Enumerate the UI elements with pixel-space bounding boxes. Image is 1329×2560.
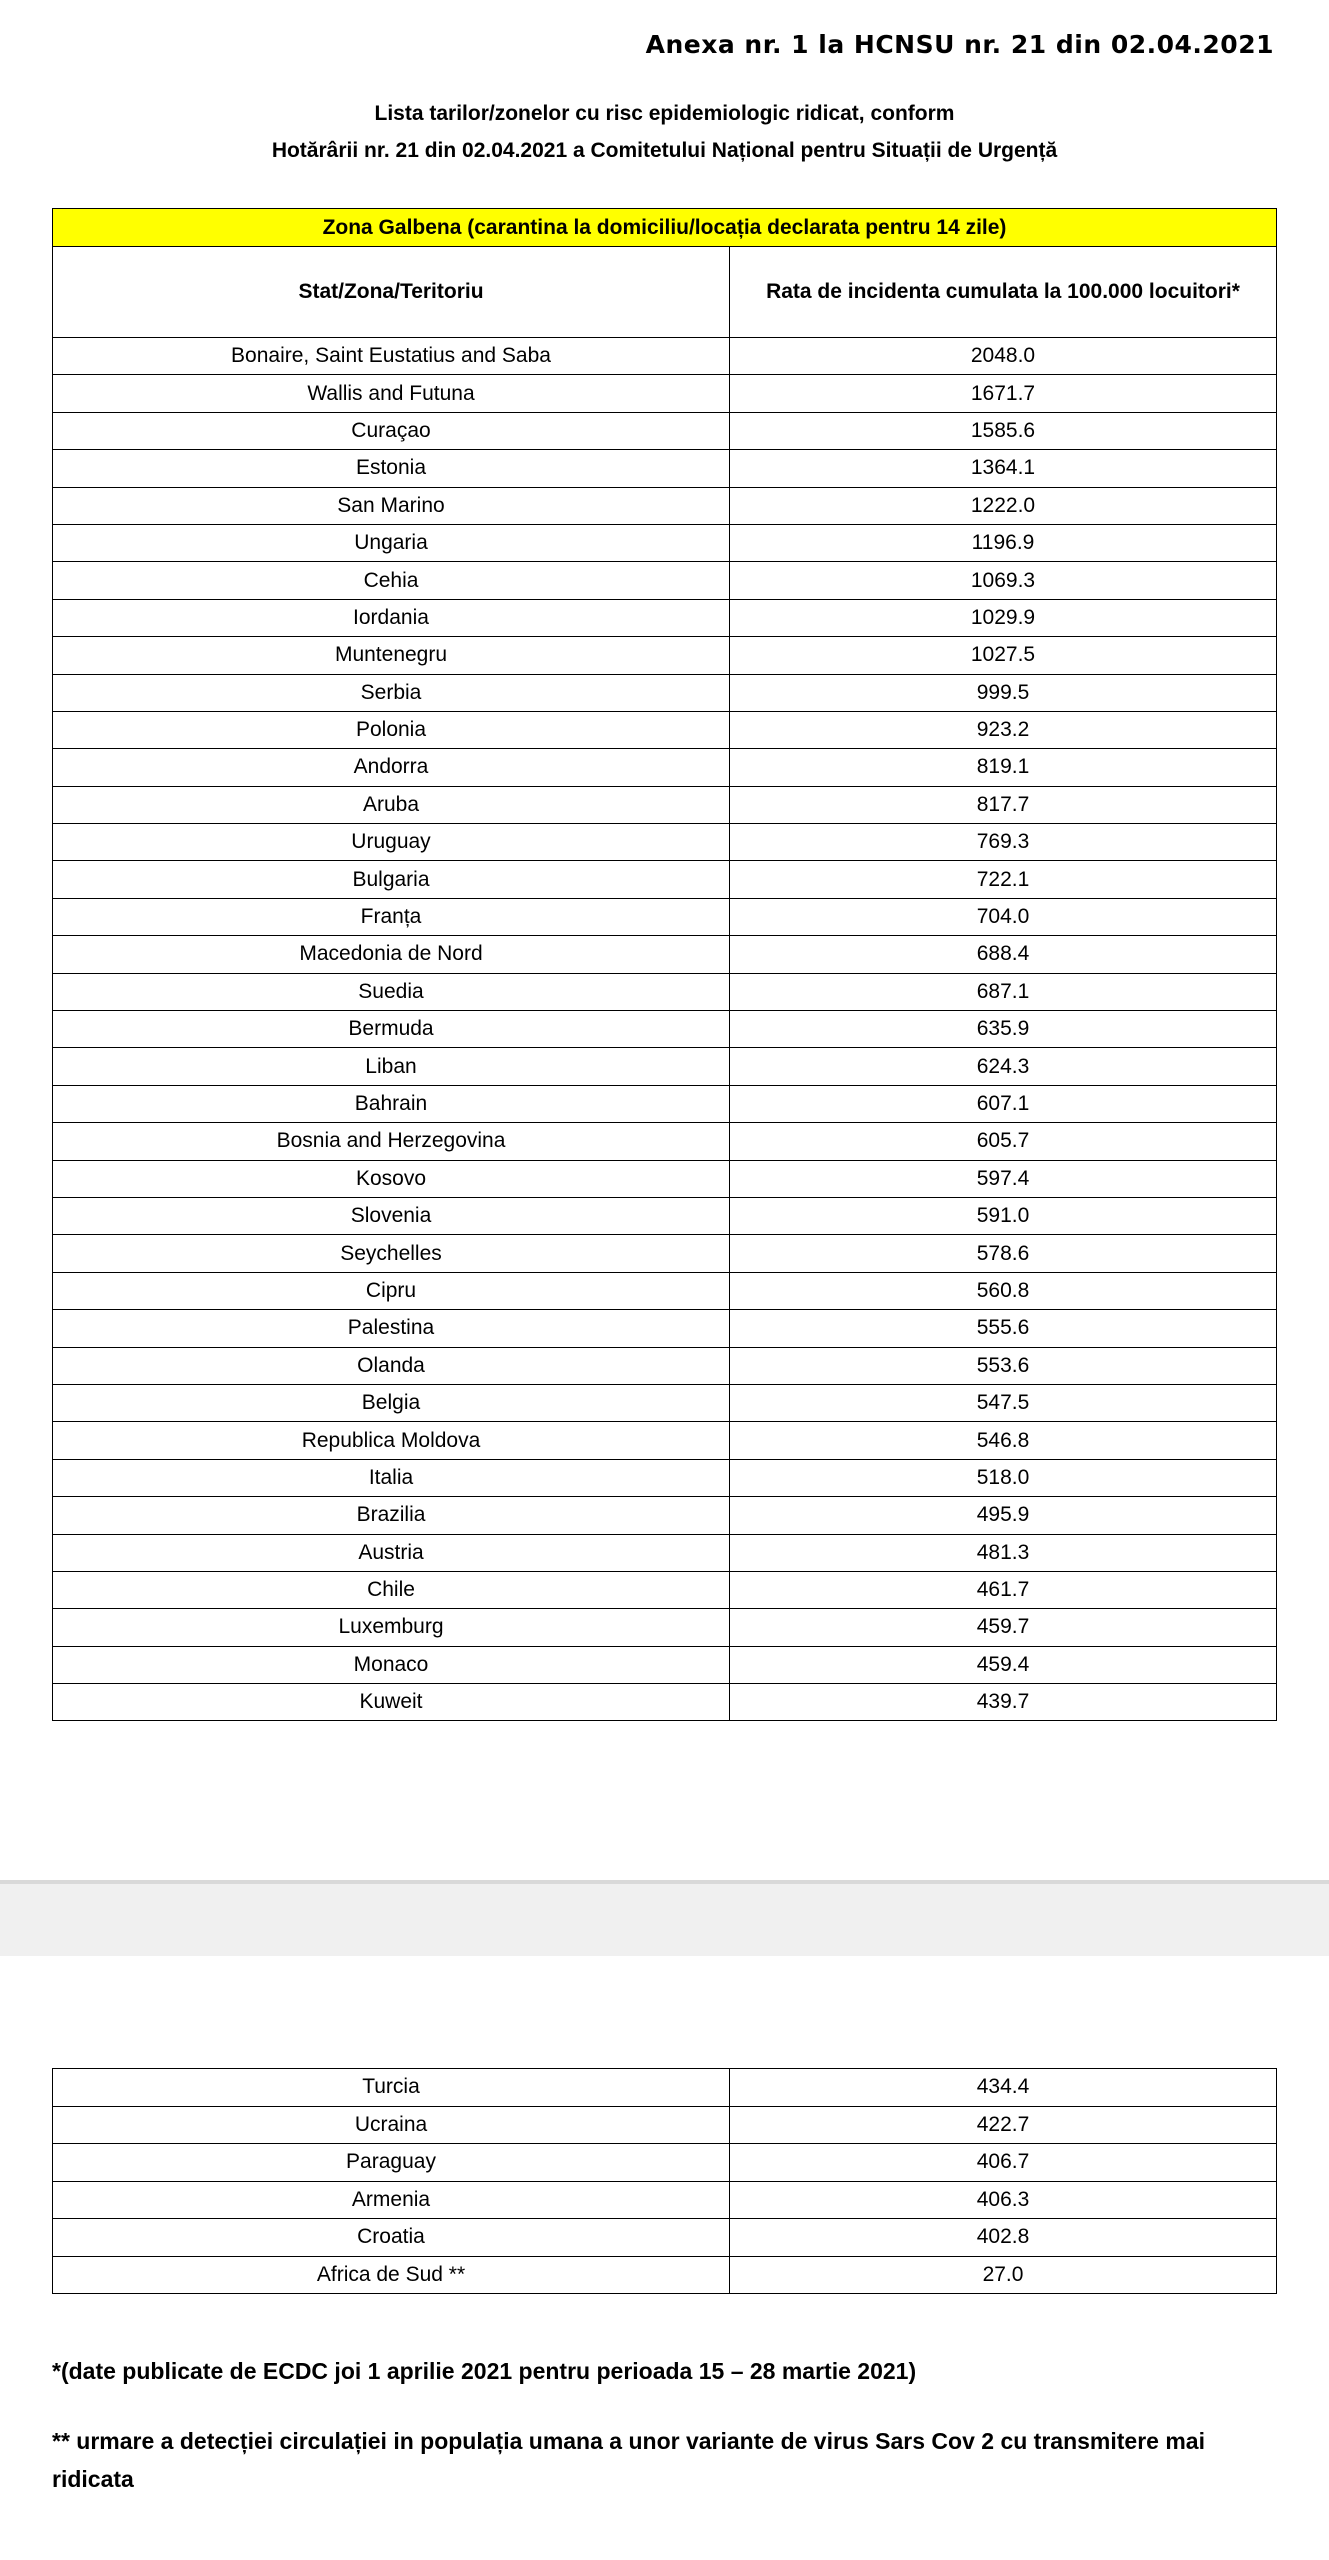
- table-row: [53, 786, 1277, 823]
- country-cell: Olanda: [53, 1347, 730, 1384]
- country-cell: Austria: [53, 1534, 730, 1571]
- table-row: [53, 1422, 1277, 1459]
- table-row: [53, 973, 1277, 1010]
- rate-cell: 1671.7: [730, 375, 1277, 412]
- table-row: [53, 1497, 1277, 1534]
- table-row: [53, 562, 1277, 599]
- country-cell: Seychelles: [53, 1235, 730, 1272]
- table-row: [53, 2069, 1277, 2107]
- document-title-line-1: Lista tarilor/zonelor cu risc epidemiologic ridicat, conform: [374, 102, 955, 125]
- rate-cell: 2048.0: [730, 338, 1277, 375]
- rate-cell: 597.4: [730, 1160, 1277, 1197]
- rate-cell: 817.7: [730, 786, 1277, 823]
- rate-cell: 459.4: [730, 1646, 1277, 1683]
- rate-cell: 1222.0: [730, 487, 1277, 524]
- country-cell: Bosnia and Herzegovina: [53, 1123, 730, 1160]
- country-cell: Aruba: [53, 786, 730, 823]
- country-cell: Bulgaria: [53, 861, 730, 898]
- rate-cell: 769.3: [730, 824, 1277, 861]
- table-body-part-2: [53, 2069, 1277, 2294]
- country-cell: Liban: [53, 1048, 730, 1085]
- table-row: [53, 1310, 1277, 1347]
- table-row: [53, 338, 1277, 375]
- country-cell: Serbia: [53, 674, 730, 711]
- table-row: [53, 1684, 1277, 1721]
- rate-cell: 624.3: [730, 1048, 1277, 1085]
- table-body-part-1: [53, 338, 1277, 1721]
- country-cell: Franța: [53, 898, 730, 935]
- country-cell: Macedonia de Nord: [53, 936, 730, 973]
- country-cell: San Marino: [53, 487, 730, 524]
- rate-cell: 495.9: [730, 1497, 1277, 1534]
- rate-cell: 688.4: [730, 936, 1277, 973]
- country-cell: Armenia: [53, 2181, 730, 2219]
- country-cell: Italia: [53, 1459, 730, 1496]
- rate-cell: 607.1: [730, 1085, 1277, 1122]
- rate-cell: 1027.5: [730, 637, 1277, 674]
- table-row: [53, 1160, 1277, 1197]
- country-cell: Paraguay: [53, 2144, 730, 2182]
- country-cell: Muntenegru: [53, 637, 730, 674]
- rate-cell: 591.0: [730, 1197, 1277, 1234]
- country-cell: Iordania: [53, 599, 730, 636]
- rate-cell: 819.1: [730, 749, 1277, 786]
- country-cell: Chile: [53, 1571, 730, 1608]
- country-cell: Republica Moldova: [53, 1422, 730, 1459]
- table-row: [53, 2256, 1277, 2294]
- table-row: [53, 1459, 1277, 1496]
- risk-countries-table: [52, 208, 1277, 1721]
- country-cell: Kuweit: [53, 1684, 730, 1721]
- column-header-row: [53, 247, 1277, 338]
- table-row: [53, 1235, 1277, 1272]
- country-cell: Cipru: [53, 1272, 730, 1309]
- rate-cell: 439.7: [730, 1684, 1277, 1721]
- table-row: [53, 861, 1277, 898]
- rate-cell: 459.7: [730, 1609, 1277, 1646]
- rate-cell: 605.7: [730, 1123, 1277, 1160]
- country-cell: Monaco: [53, 1646, 730, 1683]
- table-row: [53, 1085, 1277, 1122]
- rate-cell: 402.8: [730, 2219, 1277, 2257]
- rate-cell: 481.3: [730, 1534, 1277, 1571]
- rate-cell: 461.7: [730, 1571, 1277, 1608]
- table-row: [53, 824, 1277, 861]
- country-cell: Turcia: [53, 2069, 730, 2107]
- table-row: [53, 412, 1277, 449]
- rate-cell: 1196.9: [730, 524, 1277, 561]
- table-row: [53, 1272, 1277, 1309]
- table-row: [53, 749, 1277, 786]
- table-row: [53, 936, 1277, 973]
- rate-cell: 923.2: [730, 711, 1277, 748]
- column-header-rate: Rata de incidenta cumulata la 100.000 locuitori*: [730, 247, 1277, 338]
- country-cell: Suedia: [53, 973, 730, 1010]
- page-break-gap: [0, 1880, 1329, 1956]
- country-cell: Uruguay: [53, 824, 730, 861]
- rate-cell: 1585.6: [730, 412, 1277, 449]
- table-row: [53, 711, 1277, 748]
- table-row: [53, 1534, 1277, 1571]
- table-row: [53, 2181, 1277, 2219]
- rate-cell: 27.0: [730, 2256, 1277, 2294]
- table-row: [53, 1011, 1277, 1048]
- country-cell: Estonia: [53, 450, 730, 487]
- country-cell: Curaçao: [53, 412, 730, 449]
- table-row: [53, 487, 1277, 524]
- rate-cell: 578.6: [730, 1235, 1277, 1272]
- rate-cell: 704.0: [730, 898, 1277, 935]
- country-cell: Africa de Sud **: [53, 2256, 730, 2294]
- table-row: [53, 524, 1277, 561]
- table-row: [53, 2144, 1277, 2182]
- table-row: [53, 1646, 1277, 1683]
- zone-header-row: [53, 209, 1277, 247]
- table-row: [53, 1123, 1277, 1160]
- table-row: [53, 637, 1277, 674]
- country-cell: Andorra: [53, 749, 730, 786]
- table-row: [53, 2106, 1277, 2144]
- footnote-variants: ** urmare a detecției circulației in populația umana a unor variante de virus Sars Cov 2 cu transmitere mai ridicata: [52, 2428, 1205, 2492]
- table-row: [53, 1609, 1277, 1646]
- rate-cell: 687.1: [730, 973, 1277, 1010]
- rate-cell: 434.4: [730, 2069, 1277, 2107]
- table-row: [53, 375, 1277, 412]
- table-row: [53, 599, 1277, 636]
- country-cell: Palestina: [53, 1310, 730, 1347]
- country-cell: Slovenia: [53, 1197, 730, 1234]
- table-row: [53, 1048, 1277, 1085]
- country-cell: Polonia: [53, 711, 730, 748]
- table-row: [53, 2219, 1277, 2257]
- country-cell: Brazilia: [53, 1497, 730, 1534]
- rate-cell: 560.8: [730, 1272, 1277, 1309]
- table-row: [53, 674, 1277, 711]
- country-cell: Bonaire, Saint Eustatius and Saba: [53, 338, 730, 375]
- table-row: [53, 898, 1277, 935]
- country-cell: Bahrain: [53, 1085, 730, 1122]
- rate-cell: 1029.9: [730, 599, 1277, 636]
- country-cell: Ucraina: [53, 2106, 730, 2144]
- document-title-line-2: Hotărârii nr. 21 din 02.04.2021 a Comitetului Național pentru Situații de Urgență: [271, 139, 1058, 162]
- country-cell: Ungaria: [53, 524, 730, 561]
- country-cell: Croatia: [53, 2219, 730, 2257]
- rate-cell: 406.7: [730, 2144, 1277, 2182]
- rate-cell: 722.1: [730, 861, 1277, 898]
- column-header-country: Stat/Zona/Teritoriu: [53, 247, 730, 338]
- country-cell: Belgia: [53, 1384, 730, 1421]
- annex-reference: Anexa nr. 1 la HCNSU nr. 21 din 02.04.2021: [645, 30, 1274, 59]
- rate-cell: 422.7: [730, 2106, 1277, 2144]
- rate-cell: 635.9: [730, 1011, 1277, 1048]
- rate-cell: 1364.1: [730, 450, 1277, 487]
- rate-cell: 518.0: [730, 1459, 1277, 1496]
- footnote-source: *(date publicate de ECDC joi 1 aprilie 2021 pentru perioada 15 – 28 martie 2021): [52, 2358, 917, 2384]
- country-cell: Kosovo: [53, 1160, 730, 1197]
- rate-cell: 406.3: [730, 2181, 1277, 2219]
- table-row: [53, 1384, 1277, 1421]
- rate-cell: 555.6: [730, 1310, 1277, 1347]
- country-cell: Cehia: [53, 562, 730, 599]
- table-row: [53, 450, 1277, 487]
- country-cell: Luxemburg: [53, 1609, 730, 1646]
- country-cell: Bermuda: [53, 1011, 730, 1048]
- table-row: [53, 1347, 1277, 1384]
- rate-cell: 553.6: [730, 1347, 1277, 1384]
- table-row: [53, 1197, 1277, 1234]
- zone-title: Zona Galbena (carantina la domiciliu/locația declarata pentru 14 zile): [53, 209, 1277, 247]
- rate-cell: 999.5: [730, 674, 1277, 711]
- country-cell: Wallis and Futuna: [53, 375, 730, 412]
- risk-countries-table-continued: [52, 2068, 1277, 2294]
- rate-cell: 1069.3: [730, 562, 1277, 599]
- rate-cell: 546.8: [730, 1422, 1277, 1459]
- rate-cell: 547.5: [730, 1384, 1277, 1421]
- table-row: [53, 1571, 1277, 1608]
